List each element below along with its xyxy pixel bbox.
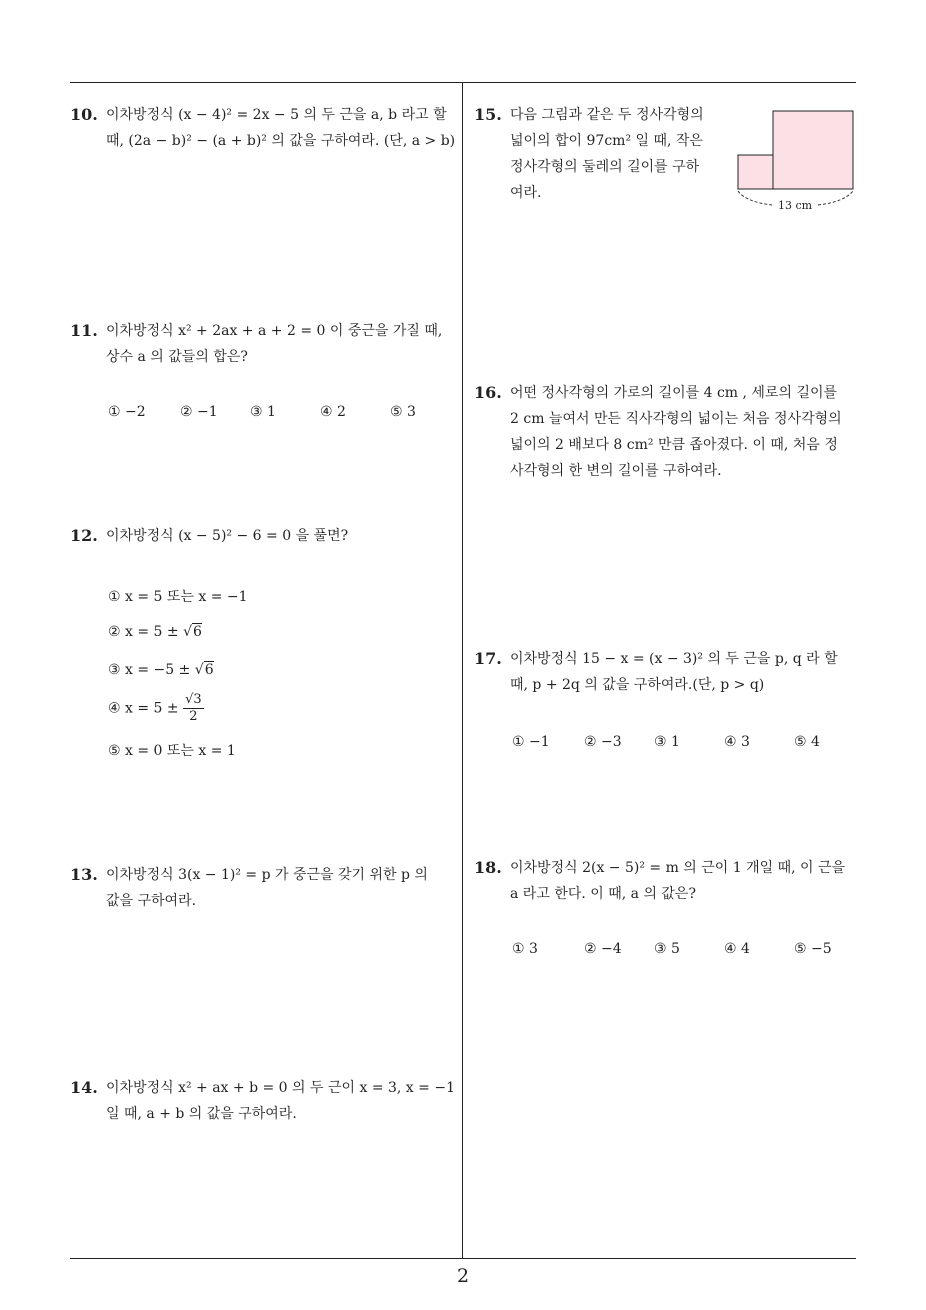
problem-text-line: 이차방정식 (x − 5)² − 6 = 0 을 풀면? <box>106 528 349 544</box>
choice-3[interactable]: ③ 1 <box>654 734 680 750</box>
problem-16 <box>474 380 864 484</box>
problem-12 <box>70 523 460 549</box>
problem-13 <box>70 862 460 914</box>
choice-2[interactable]: ② −3 <box>584 734 622 750</box>
problem-text-line: 값을 구하여라. <box>106 893 197 909</box>
problem-number: 16. <box>474 383 502 402</box>
denominator: 2 <box>189 709 198 724</box>
choice-2[interactable]: ② −1 <box>180 404 218 420</box>
radicand: 6 <box>204 662 214 678</box>
problem-text-line: a 라고 한다. 이 때, a 의 값은? <box>510 886 696 902</box>
choice-text: ② x = 5 ± √ <box>108 624 192 640</box>
problem-text-line: 2 cm 늘여서 만든 직사각형의 넓이는 처음 정사각형의 <box>510 411 842 427</box>
choice-3[interactable]: ③ 5 <box>654 941 680 957</box>
problem-text-line: 때, p + 2q 의 값을 구하여라.(단, p > q) <box>510 677 765 693</box>
problem-text-line: 이차방정식 (x − 4)² = 2x − 5 의 두 근을 a, b 라고 할 <box>106 107 447 123</box>
choice-5[interactable]: ⑤ x = 0 또는 x = 1 <box>108 743 236 759</box>
two-squares-figure <box>732 106 858 214</box>
problem-text-line: 이차방정식 15 − x = (x − 3)² 의 두 근을 p, q 라 할 <box>510 651 838 667</box>
problem-number: 15. <box>474 105 502 124</box>
problem-text-line: 다음 그림과 같은 두 정사각형의 <box>510 107 704 123</box>
fraction <box>183 692 204 725</box>
problem-text-line: 이차방정식 x² + 2ax + a + 2 = 0 이 중근을 가질 때, <box>106 323 443 339</box>
choice-3[interactable]: ③ 1 <box>250 404 276 420</box>
problem-number: 11. <box>70 321 98 340</box>
top-rule <box>70 82 856 83</box>
brace-left <box>738 191 772 205</box>
choice-4[interactable]: ④ 3 <box>724 734 750 750</box>
choice-1[interactable]: ① x = 5 또는 x = −1 <box>108 589 248 605</box>
problem-17 <box>474 646 864 698</box>
problem-text-line: 넓이의 합이 97cm² 일 때, 작은 <box>510 133 703 149</box>
column-divider <box>462 82 463 1259</box>
brace-right <box>818 191 853 205</box>
choice-4[interactable]: ④ 2 <box>320 404 346 420</box>
bottom-rule <box>70 1258 856 1259</box>
choice-1[interactable]: ① 3 <box>512 941 538 957</box>
choice-4[interactable] <box>108 692 204 725</box>
problem-text-line: 이차방정식 3(x − 1)² = p 가 중근을 갖기 위한 p 의 <box>106 867 428 883</box>
problem-number: 17. <box>474 649 502 668</box>
problem-text-line: 정사각형의 둘레의 길이를 구하 <box>510 159 700 175</box>
problem-18 <box>474 855 864 907</box>
problem-number: 14. <box>70 1078 98 1097</box>
problem-10 <box>70 102 460 154</box>
choice-3[interactable] <box>108 662 214 678</box>
problem-number: 18. <box>474 858 502 877</box>
problem-text-line: 넓이의 2 배보다 8 cm² 만큼 좁아졌다. 이 때, 처음 정 <box>510 437 838 453</box>
problem-14 <box>70 1075 460 1127</box>
problem-15 <box>474 102 734 206</box>
problem-text-line: 이차방정식 x² + ax + b = 0 의 두 근이 x = 3, x = −1 <box>106 1080 455 1096</box>
problem-text-line: 상수 a 의 값들의 합은? <box>106 349 248 365</box>
choice-1[interactable]: ① −2 <box>108 404 146 420</box>
problem-text-line: 이차방정식 2(x − 5)² = m 의 근이 1 개일 때, 이 근을 <box>510 860 846 876</box>
choice-5[interactable]: ⑤ 4 <box>794 734 820 750</box>
problem-text-line: 여라. <box>510 185 542 201</box>
problem-11 <box>70 318 460 370</box>
page-number: 2 <box>456 1265 470 1287</box>
problem-number: 10. <box>70 105 98 124</box>
problem-number: 13. <box>70 865 98 884</box>
choice-5[interactable]: ⑤ 3 <box>390 404 416 420</box>
large-square <box>773 111 853 189</box>
dimension-label: 13 cm <box>777 199 813 212</box>
small-square <box>738 155 773 189</box>
choice-5[interactable]: ⑤ −5 <box>794 941 832 957</box>
choice-text: ④ x = 5 ± <box>108 700 179 717</box>
choice-2[interactable]: ② −4 <box>584 941 622 957</box>
choice-1[interactable]: ① −1 <box>512 734 550 750</box>
problem-text-line: 때, (2a − b)² − (a + b)² 의 값을 구하여라. (단, a > b) <box>106 133 456 149</box>
problem-text-line: 사각형의 한 변의 길이를 구하여라. <box>510 463 722 479</box>
radicand: 6 <box>193 624 202 640</box>
numerator: √3 <box>185 692 202 707</box>
problem-text-line: 일 때, a + b 의 값을 구하여라. <box>106 1106 297 1122</box>
choice-2[interactable] <box>108 624 202 640</box>
problem-number: 12. <box>70 526 98 545</box>
choice-text: ③ x = −5 ± √ <box>108 662 204 678</box>
problem-text-line: 어떤 정사각형의 가로의 길이를 4 cm , 세로의 길이를 <box>510 385 838 401</box>
choice-4[interactable]: ④ 4 <box>724 941 750 957</box>
